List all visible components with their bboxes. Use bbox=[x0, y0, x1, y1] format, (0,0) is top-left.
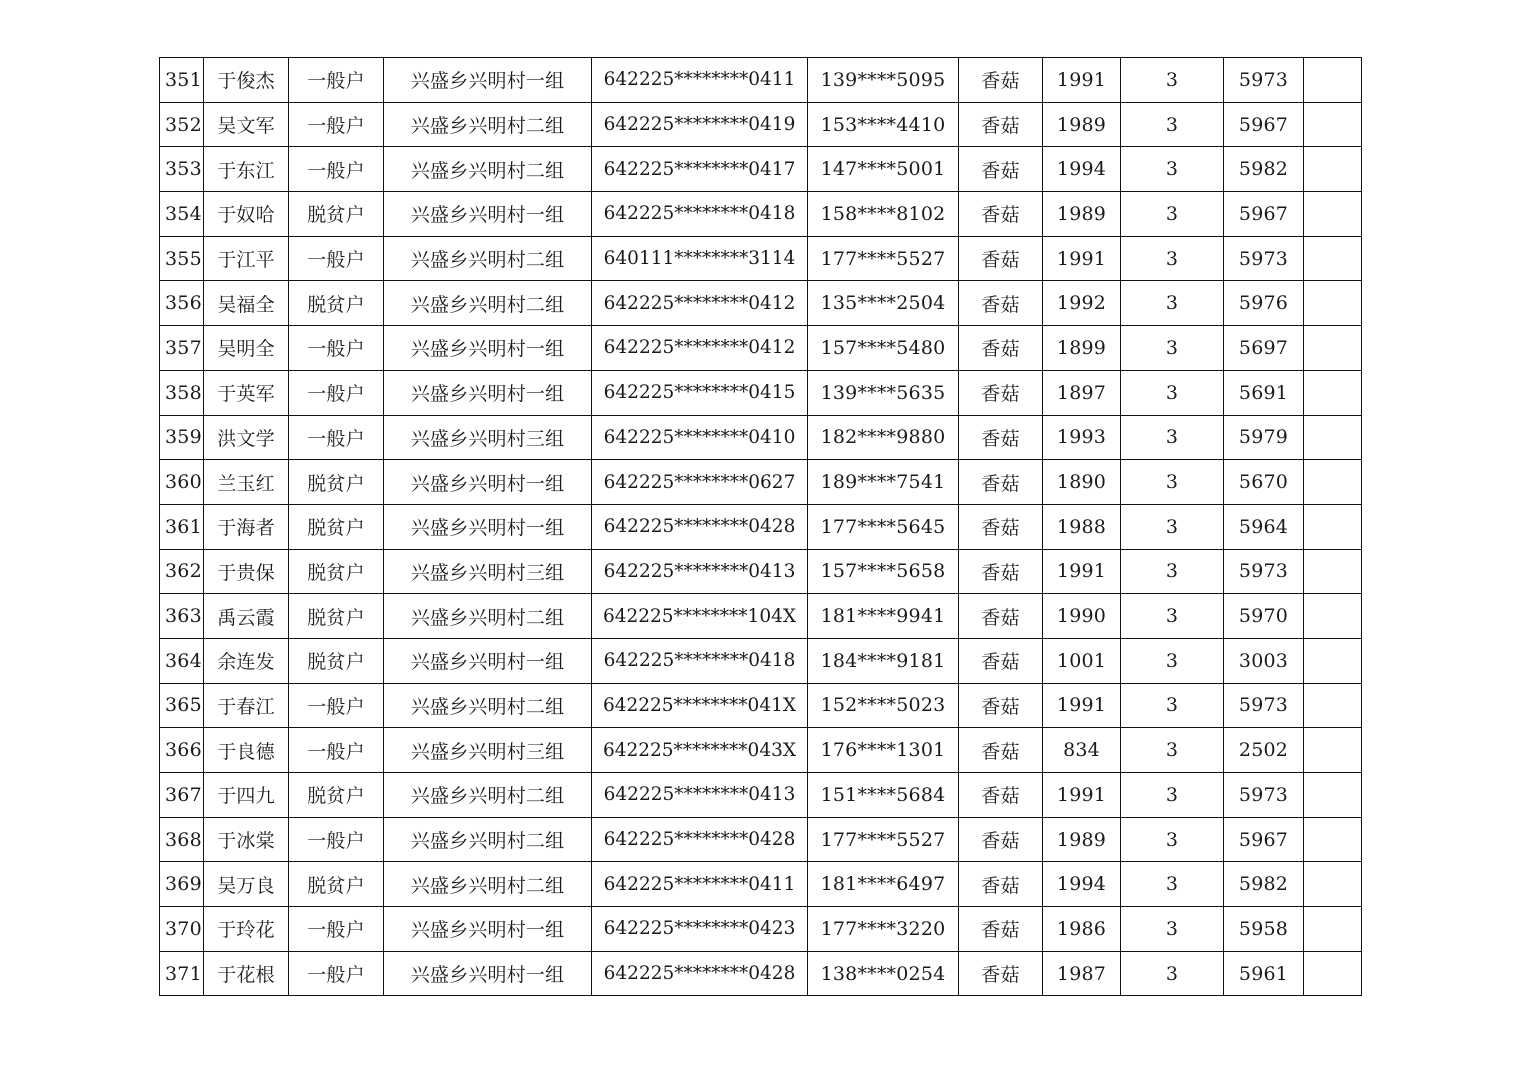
total-cell: 5982 bbox=[1224, 147, 1304, 192]
amount-cell: 1989 bbox=[1043, 102, 1121, 147]
address-cell: 兴盛乡兴明村三组 bbox=[384, 728, 592, 773]
id-number-cell: 642225********043X bbox=[592, 728, 808, 773]
name-cell: 于海者 bbox=[204, 504, 289, 549]
rate-cell: 3 bbox=[1121, 102, 1224, 147]
phone-cell: 177****3220 bbox=[808, 907, 959, 952]
crop-cell: 香菇 bbox=[959, 370, 1043, 415]
total-cell: 5697 bbox=[1224, 326, 1304, 371]
row-number-cell: 370 bbox=[160, 907, 204, 952]
crop-cell: 香菇 bbox=[959, 460, 1043, 505]
remark-cell bbox=[1304, 147, 1362, 192]
name-cell: 吴明全 bbox=[204, 326, 289, 371]
amount-cell: 1986 bbox=[1043, 907, 1121, 952]
rate-cell: 3 bbox=[1121, 415, 1224, 460]
household-type-cell: 脱贫户 bbox=[289, 638, 384, 683]
rate-cell: 3 bbox=[1121, 58, 1224, 103]
table-row bbox=[160, 460, 1362, 505]
address-cell: 兴盛乡兴明村一组 bbox=[384, 504, 592, 549]
phone-cell: 177****5527 bbox=[808, 236, 959, 281]
total-cell: 5964 bbox=[1224, 504, 1304, 549]
id-number-cell: 642225********0419 bbox=[592, 102, 808, 147]
id-number-cell: 640111********3114 bbox=[592, 236, 808, 281]
rate-cell: 3 bbox=[1121, 728, 1224, 773]
phone-cell: 176****1301 bbox=[808, 728, 959, 773]
phone-cell: 157****5480 bbox=[808, 326, 959, 371]
household-type-cell: 一般户 bbox=[289, 370, 384, 415]
table-row bbox=[160, 147, 1362, 192]
address-cell: 兴盛乡兴明村二组 bbox=[384, 817, 592, 862]
name-cell: 禹云霞 bbox=[204, 594, 289, 639]
address-cell: 兴盛乡兴明村一组 bbox=[384, 907, 592, 952]
total-cell: 5973 bbox=[1224, 58, 1304, 103]
rate-cell: 3 bbox=[1121, 370, 1224, 415]
table-row bbox=[160, 951, 1362, 996]
id-number-cell: 642225********0428 bbox=[592, 951, 808, 996]
id-number-cell: 642225********0418 bbox=[592, 638, 808, 683]
phone-cell: 177****5645 bbox=[808, 504, 959, 549]
household-type-cell: 一般户 bbox=[289, 683, 384, 728]
row-number-cell: 364 bbox=[160, 638, 204, 683]
address-cell: 兴盛乡兴明村二组 bbox=[384, 147, 592, 192]
id-number-cell: 642225********0428 bbox=[592, 504, 808, 549]
table-row bbox=[160, 58, 1362, 103]
household-type-cell: 一般户 bbox=[289, 728, 384, 773]
table-row bbox=[160, 281, 1362, 326]
phone-cell: 152****5023 bbox=[808, 683, 959, 728]
address-cell: 兴盛乡兴明村一组 bbox=[384, 192, 592, 237]
table-row bbox=[160, 236, 1362, 281]
total-cell: 5976 bbox=[1224, 281, 1304, 326]
household-type-cell: 脱贫户 bbox=[289, 549, 384, 594]
total-cell: 5967 bbox=[1224, 102, 1304, 147]
rate-cell: 3 bbox=[1121, 504, 1224, 549]
name-cell: 于英军 bbox=[204, 370, 289, 415]
table-row bbox=[160, 907, 1362, 952]
remark-cell bbox=[1304, 683, 1362, 728]
crop-cell: 香菇 bbox=[959, 147, 1043, 192]
phone-cell: 182****9880 bbox=[808, 415, 959, 460]
household-type-cell: 一般户 bbox=[289, 102, 384, 147]
id-number-cell: 642225********0428 bbox=[592, 817, 808, 862]
crop-cell: 香菇 bbox=[959, 281, 1043, 326]
row-number-cell: 369 bbox=[160, 862, 204, 907]
table-row bbox=[160, 728, 1362, 773]
row-number-cell: 358 bbox=[160, 370, 204, 415]
address-cell: 兴盛乡兴明村一组 bbox=[384, 370, 592, 415]
row-number-cell: 356 bbox=[160, 281, 204, 326]
phone-cell: 181****9941 bbox=[808, 594, 959, 639]
household-type-cell: 一般户 bbox=[289, 951, 384, 996]
table-row bbox=[160, 326, 1362, 371]
id-number-cell: 642225********0412 bbox=[592, 326, 808, 371]
household-type-cell: 一般户 bbox=[289, 58, 384, 103]
household-type-cell: 脱贫户 bbox=[289, 773, 384, 818]
household-type-cell: 脱贫户 bbox=[289, 504, 384, 549]
name-cell: 于江平 bbox=[204, 236, 289, 281]
total-cell: 5691 bbox=[1224, 370, 1304, 415]
row-number-cell: 351 bbox=[160, 58, 204, 103]
id-number-cell: 642225********0423 bbox=[592, 907, 808, 952]
crop-cell: 香菇 bbox=[959, 951, 1043, 996]
remark-cell bbox=[1304, 326, 1362, 371]
table-row bbox=[160, 504, 1362, 549]
row-number-cell: 366 bbox=[160, 728, 204, 773]
rate-cell: 3 bbox=[1121, 549, 1224, 594]
rate-cell: 3 bbox=[1121, 326, 1224, 371]
row-number-cell: 365 bbox=[160, 683, 204, 728]
amount-cell: 1991 bbox=[1043, 58, 1121, 103]
name-cell: 于奴哈 bbox=[204, 192, 289, 237]
phone-cell: 189****7541 bbox=[808, 460, 959, 505]
household-type-cell: 脱贫户 bbox=[289, 281, 384, 326]
rate-cell: 3 bbox=[1121, 192, 1224, 237]
table-row bbox=[160, 817, 1362, 862]
id-number-cell: 642225********0627 bbox=[592, 460, 808, 505]
row-number-cell: 367 bbox=[160, 773, 204, 818]
total-cell: 5958 bbox=[1224, 907, 1304, 952]
name-cell: 余连发 bbox=[204, 638, 289, 683]
household-type-cell: 一般户 bbox=[289, 817, 384, 862]
crop-cell: 香菇 bbox=[959, 773, 1043, 818]
amount-cell: 1993 bbox=[1043, 415, 1121, 460]
rate-cell: 3 bbox=[1121, 281, 1224, 326]
remark-cell bbox=[1304, 192, 1362, 237]
table-row bbox=[160, 370, 1362, 415]
name-cell: 于贵保 bbox=[204, 549, 289, 594]
id-number-cell: 642225********0413 bbox=[592, 549, 808, 594]
amount-cell: 1899 bbox=[1043, 326, 1121, 371]
amount-cell: 1994 bbox=[1043, 862, 1121, 907]
phone-cell: 158****8102 bbox=[808, 192, 959, 237]
rate-cell: 3 bbox=[1121, 862, 1224, 907]
address-cell: 兴盛乡兴明村二组 bbox=[384, 236, 592, 281]
total-cell: 5973 bbox=[1224, 773, 1304, 818]
household-type-cell: 脱贫户 bbox=[289, 594, 384, 639]
address-cell: 兴盛乡兴明村一组 bbox=[384, 951, 592, 996]
amount-cell: 1991 bbox=[1043, 773, 1121, 818]
phone-cell: 138****0254 bbox=[808, 951, 959, 996]
crop-cell: 香菇 bbox=[959, 326, 1043, 371]
remark-cell bbox=[1304, 415, 1362, 460]
name-cell: 于俊杰 bbox=[204, 58, 289, 103]
crop-cell: 香菇 bbox=[959, 907, 1043, 952]
total-cell: 5967 bbox=[1224, 192, 1304, 237]
amount-cell: 1897 bbox=[1043, 370, 1121, 415]
table-row bbox=[160, 594, 1362, 639]
rate-cell: 3 bbox=[1121, 638, 1224, 683]
remark-cell bbox=[1304, 728, 1362, 773]
amount-cell: 1991 bbox=[1043, 236, 1121, 281]
row-number-cell: 357 bbox=[160, 326, 204, 371]
total-cell: 3003 bbox=[1224, 638, 1304, 683]
remark-cell bbox=[1304, 504, 1362, 549]
phone-cell: 135****2504 bbox=[808, 281, 959, 326]
phone-cell: 184****9181 bbox=[808, 638, 959, 683]
household-type-cell: 一般户 bbox=[289, 147, 384, 192]
crop-cell: 香菇 bbox=[959, 192, 1043, 237]
remark-cell bbox=[1304, 594, 1362, 639]
total-cell: 5979 bbox=[1224, 415, 1304, 460]
amount-cell: 1992 bbox=[1043, 281, 1121, 326]
table-row bbox=[160, 549, 1362, 594]
name-cell: 于冰棠 bbox=[204, 817, 289, 862]
household-type-cell: 脱贫户 bbox=[289, 862, 384, 907]
crop-cell: 香菇 bbox=[959, 594, 1043, 639]
address-cell: 兴盛乡兴明村三组 bbox=[384, 549, 592, 594]
id-number-cell: 642225********0415 bbox=[592, 370, 808, 415]
id-number-cell: 642225********0411 bbox=[592, 862, 808, 907]
remark-cell bbox=[1304, 102, 1362, 147]
remark-cell bbox=[1304, 58, 1362, 103]
phone-cell: 153****4410 bbox=[808, 102, 959, 147]
crop-cell: 香菇 bbox=[959, 236, 1043, 281]
crop-cell: 香菇 bbox=[959, 415, 1043, 460]
address-cell: 兴盛乡兴明村一组 bbox=[384, 326, 592, 371]
name-cell: 于东江 bbox=[204, 147, 289, 192]
row-number-cell: 371 bbox=[160, 951, 204, 996]
amount-cell: 834 bbox=[1043, 728, 1121, 773]
total-cell: 5973 bbox=[1224, 549, 1304, 594]
table-row bbox=[160, 192, 1362, 237]
amount-cell: 1989 bbox=[1043, 192, 1121, 237]
table-row bbox=[160, 683, 1362, 728]
address-cell: 兴盛乡兴明村二组 bbox=[384, 773, 592, 818]
row-number-cell: 353 bbox=[160, 147, 204, 192]
rate-cell: 3 bbox=[1121, 460, 1224, 505]
address-cell: 兴盛乡兴明村二组 bbox=[384, 102, 592, 147]
phone-cell: 181****6497 bbox=[808, 862, 959, 907]
name-cell: 于玲花 bbox=[204, 907, 289, 952]
household-table bbox=[159, 57, 1362, 996]
address-cell: 兴盛乡兴明村一组 bbox=[384, 58, 592, 103]
id-number-cell: 642225********0418 bbox=[592, 192, 808, 237]
rate-cell: 3 bbox=[1121, 817, 1224, 862]
table-row bbox=[160, 102, 1362, 147]
amount-cell: 1991 bbox=[1043, 549, 1121, 594]
crop-cell: 香菇 bbox=[959, 683, 1043, 728]
amount-cell: 1994 bbox=[1043, 147, 1121, 192]
table-row bbox=[160, 773, 1362, 818]
name-cell: 吴文军 bbox=[204, 102, 289, 147]
table-row bbox=[160, 862, 1362, 907]
total-cell: 5982 bbox=[1224, 862, 1304, 907]
id-number-cell: 642225********0417 bbox=[592, 147, 808, 192]
total-cell: 5670 bbox=[1224, 460, 1304, 505]
row-number-cell: 354 bbox=[160, 192, 204, 237]
household-type-cell: 一般户 bbox=[289, 907, 384, 952]
row-number-cell: 363 bbox=[160, 594, 204, 639]
row-number-cell: 360 bbox=[160, 460, 204, 505]
address-cell: 兴盛乡兴明村二组 bbox=[384, 594, 592, 639]
table-body bbox=[160, 58, 1362, 996]
amount-cell: 1987 bbox=[1043, 951, 1121, 996]
household-type-cell: 脱贫户 bbox=[289, 460, 384, 505]
remark-cell bbox=[1304, 281, 1362, 326]
id-number-cell: 642225********0412 bbox=[592, 281, 808, 326]
table-row bbox=[160, 638, 1362, 683]
phone-cell: 157****5658 bbox=[808, 549, 959, 594]
amount-cell: 1989 bbox=[1043, 817, 1121, 862]
total-cell: 2502 bbox=[1224, 728, 1304, 773]
amount-cell: 1990 bbox=[1043, 594, 1121, 639]
remark-cell bbox=[1304, 549, 1362, 594]
crop-cell: 香菇 bbox=[959, 549, 1043, 594]
rate-cell: 3 bbox=[1121, 594, 1224, 639]
remark-cell bbox=[1304, 817, 1362, 862]
household-type-cell: 一般户 bbox=[289, 326, 384, 371]
total-cell: 5967 bbox=[1224, 817, 1304, 862]
address-cell: 兴盛乡兴明村一组 bbox=[384, 460, 592, 505]
household-type-cell: 一般户 bbox=[289, 415, 384, 460]
remark-cell bbox=[1304, 907, 1362, 952]
row-number-cell: 355 bbox=[160, 236, 204, 281]
rate-cell: 3 bbox=[1121, 147, 1224, 192]
rate-cell: 3 bbox=[1121, 907, 1224, 952]
crop-cell: 香菇 bbox=[959, 504, 1043, 549]
crop-cell: 香菇 bbox=[959, 862, 1043, 907]
phone-cell: 151****5684 bbox=[808, 773, 959, 818]
remark-cell bbox=[1304, 773, 1362, 818]
total-cell: 5973 bbox=[1224, 683, 1304, 728]
address-cell: 兴盛乡兴明村二组 bbox=[384, 862, 592, 907]
total-cell: 5970 bbox=[1224, 594, 1304, 639]
total-cell: 5961 bbox=[1224, 951, 1304, 996]
household-type-cell: 脱贫户 bbox=[289, 192, 384, 237]
remark-cell bbox=[1304, 951, 1362, 996]
name-cell: 吴万良 bbox=[204, 862, 289, 907]
phone-cell: 139****5635 bbox=[808, 370, 959, 415]
address-cell: 兴盛乡兴明村二组 bbox=[384, 683, 592, 728]
row-number-cell: 352 bbox=[160, 102, 204, 147]
crop-cell: 香菇 bbox=[959, 817, 1043, 862]
name-cell: 于春江 bbox=[204, 683, 289, 728]
id-number-cell: 642225********0411 bbox=[592, 58, 808, 103]
remark-cell bbox=[1304, 370, 1362, 415]
row-number-cell: 362 bbox=[160, 549, 204, 594]
rate-cell: 3 bbox=[1121, 951, 1224, 996]
phone-cell: 139****5095 bbox=[808, 58, 959, 103]
name-cell: 吴福全 bbox=[204, 281, 289, 326]
remark-cell bbox=[1304, 236, 1362, 281]
amount-cell: 1890 bbox=[1043, 460, 1121, 505]
amount-cell: 1988 bbox=[1043, 504, 1121, 549]
id-number-cell: 642225********0413 bbox=[592, 773, 808, 818]
table-row bbox=[160, 415, 1362, 460]
row-number-cell: 368 bbox=[160, 817, 204, 862]
crop-cell: 香菇 bbox=[959, 58, 1043, 103]
remark-cell bbox=[1304, 862, 1362, 907]
name-cell: 兰玉红 bbox=[204, 460, 289, 505]
name-cell: 洪文学 bbox=[204, 415, 289, 460]
name-cell: 于良德 bbox=[204, 728, 289, 773]
crop-cell: 香菇 bbox=[959, 102, 1043, 147]
id-number-cell: 642225********0410 bbox=[592, 415, 808, 460]
name-cell: 于花根 bbox=[204, 951, 289, 996]
id-number-cell: 642225********104X bbox=[592, 594, 808, 639]
address-cell: 兴盛乡兴明村三组 bbox=[384, 415, 592, 460]
address-cell: 兴盛乡兴明村二组 bbox=[384, 281, 592, 326]
remark-cell bbox=[1304, 638, 1362, 683]
address-cell: 兴盛乡兴明村一组 bbox=[384, 638, 592, 683]
rate-cell: 3 bbox=[1121, 236, 1224, 281]
remark-cell bbox=[1304, 460, 1362, 505]
id-number-cell: 642225********041X bbox=[592, 683, 808, 728]
crop-cell: 香菇 bbox=[959, 638, 1043, 683]
name-cell: 于四九 bbox=[204, 773, 289, 818]
row-number-cell: 359 bbox=[160, 415, 204, 460]
crop-cell: 香菇 bbox=[959, 728, 1043, 773]
amount-cell: 1001 bbox=[1043, 638, 1121, 683]
rate-cell: 3 bbox=[1121, 683, 1224, 728]
row-number-cell: 361 bbox=[160, 504, 204, 549]
phone-cell: 177****5527 bbox=[808, 817, 959, 862]
amount-cell: 1991 bbox=[1043, 683, 1121, 728]
phone-cell: 147****5001 bbox=[808, 147, 959, 192]
rate-cell: 3 bbox=[1121, 773, 1224, 818]
household-type-cell: 一般户 bbox=[289, 236, 384, 281]
total-cell: 5973 bbox=[1224, 236, 1304, 281]
